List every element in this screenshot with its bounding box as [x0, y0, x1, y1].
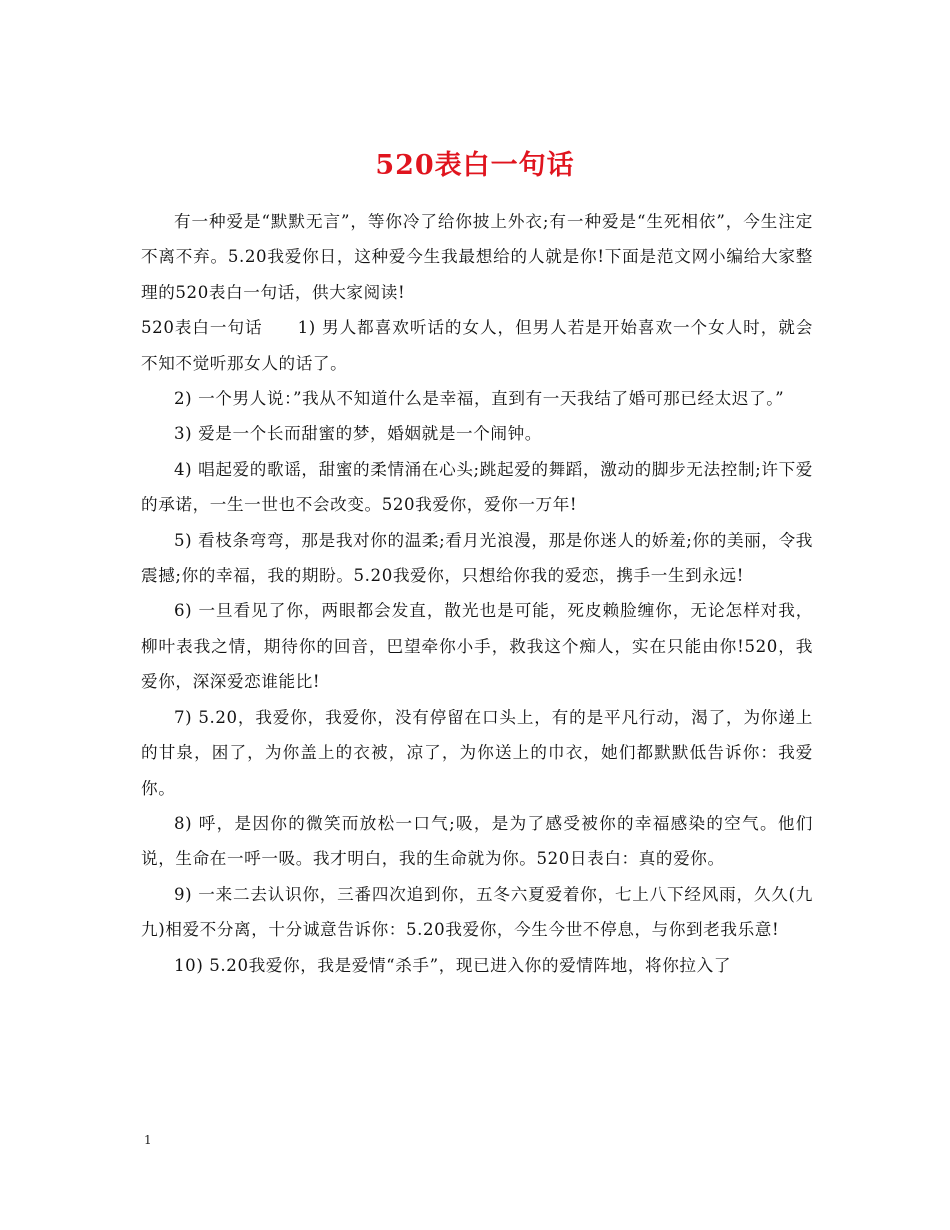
- intro-paragraph: 有一种爱是“默默无言”，等你冷了给你披上外衣;有一种爱是“生死相依”，今生注定不离不弃。5.20我爱你日，这种爱今生我最想给的人就是你!下面是范文网小编给大家整理的520表白一句话，供大家阅读!: [141, 212, 813, 302]
- list-item: 4) 唱起爱的歌谣，甜蜜的柔情涌在心头;跳起爱的舞蹈，激动的脚步无法控制;许下爱的承诺，一生一世也不会改变。520我爱你，爱你一万年!: [141, 459, 813, 515]
- article-body: [141, 204, 813, 983]
- list-item: 7) 5.20，我爱你，我爱你，没有停留在口头上，有的是平凡行动，渴了，为你递上的甘泉，困了，为你盖上的衣被，凉了，为你送上的巾衣，她们都默默低告诉你：我爱你。: [141, 707, 813, 798]
- list-item: 8) 呼，是因你的微笑而放松一口气;吸，是为了感受被你的幸福感染的空气。他们说，生命在一呼一吸。我才明白，我的生命就为你。520日表白：真的爱你。: [141, 813, 813, 869]
- list-item: 6) 一旦看见了你，两眼都会发直，散光也是可能，死皮赖脸缠你，无论怎样对我，柳叶表我之情，期待你的回音，巴望牵你小手，救我这个痴人，实在只能由你!520，我爱你，深深爱恋谁能比!: [141, 601, 813, 692]
- page-title: 520表白一句话: [375, 150, 575, 182]
- page-number: 1: [144, 1133, 152, 1147]
- list-item: 3) 爱是一个长而甜蜜的梦，婚姻就是一个闹钟。: [174, 424, 542, 444]
- list-item: 5) 看枝条弯弯，那是我对你的温柔;看月光浪漫，那是你迷人的娇羞;你的美丽，令我震撼;你的幸福，我的期盼。5.20我爱你，只想给你我的爱恋，携手一生到永远!: [141, 530, 813, 586]
- list-item: 10) 5.20我爱你，我是爱情“杀手”，现已进入你的爱情阵地，将你拉入了: [174, 955, 732, 975]
- list-item: 2) 一个男人说：”我从不知道什么是幸福，直到有一天我结了婚可那已经太迟了。”: [174, 389, 785, 409]
- section-heading-line: 520表白一句话 1) 男人都喜欢听话的女人，但男人若是开始喜欢一个女人时，就会不知不觉听那女人的话了。: [141, 318, 813, 373]
- list-item: 9) 一来二去认识你，三番四次追到你，五冬六夏爱着你，七上八下经风雨，久久(九九)相爱不分离，十分诚意告诉你：5.20我爱你，今生今世不停息，与你到老我乐意!: [141, 884, 813, 940]
